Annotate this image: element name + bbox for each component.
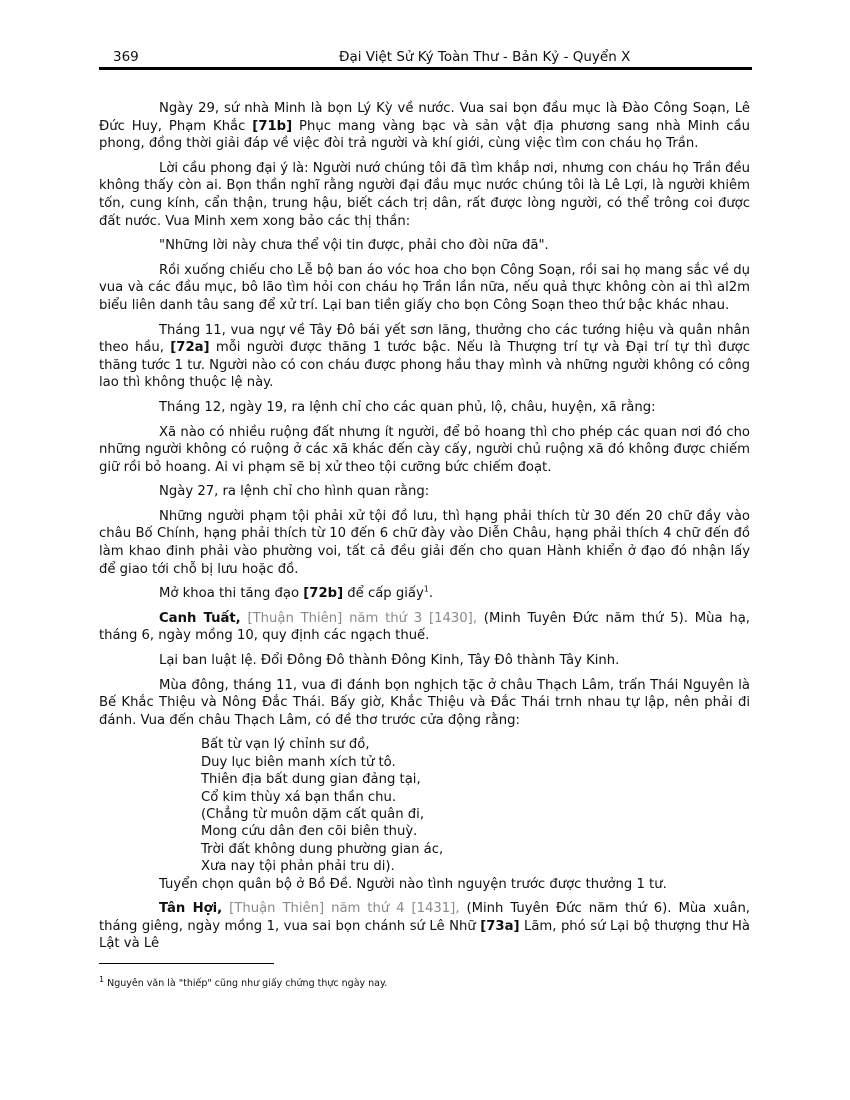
poem-line: Duy lục biên manh xích tử tô. [201,754,396,770]
text: . [428,586,434,602]
paragraph: Tháng 12, ngày 19, ra lệnh chỉ cho các quan phủ, lộ, châu, huyện, xã rằng: [159,399,656,415]
poem [201,736,750,875]
header-rule [99,67,752,70]
text: (Minh Tuyên Đức năm thứ 6). Mùa xuân, tháng giêng, ngày mồng 1, vua sai bọn chánh sứ Lê Nhữ [99,901,751,934]
footnote-ref: 1 [423,584,429,594]
footnote-rule [99,963,274,964]
footnote-number: 1 [99,974,105,984]
paragraph [99,610,750,645]
folio-marker: [71b] [252,118,293,134]
folio-marker: [73a] [480,918,520,934]
reign-note: [Thuận Thiên] năm thứ 3 [1430], [240,610,478,626]
poem-line: (Chẳng từ muôn dặm cất quân đi, [201,807,425,823]
poem-line: Mong cứu dân đen cõi biên thuỳ. [201,824,418,840]
poem-line: Trời đất không dung phường gian ác, [201,841,444,857]
poem-line: Cổ kim thùy xá bạn thần chu. [201,789,397,805]
poem-line: Thiên địa bất dung gian đảng tại, [201,772,421,788]
text: mỗi người được thăng 1 tước bậc. Nếu là Thượng trí tự và Đại trí tự thì được thăng tước 1 tư. Người nào có con cháu được phong hầu thay mình và những người không có công lao thì không thuộc lệ này. [99,340,750,391]
text: Lãm, phó sứ Lại bộ thượng thư Hà Lật và Lê [99,918,750,952]
year-name: Tân Hợi, [159,901,223,917]
quote-paragraph: "Những lời này chưa thể vội tin được, phải cho đòi nữa đã". [159,238,549,254]
paragraph [99,322,750,392]
poem-line: Bất từ vạn lý chỉnh sư đồ, [201,737,370,753]
running-title: Đại Việt Sử Ký Toàn Thư - Bản Kỷ - Quyển X [339,49,631,65]
page-number: 369 [113,49,139,65]
folio-marker: [72a] [170,340,210,356]
paragraph [99,585,750,603]
paragraph: Những người phạm tội phải xử tội đồ lưu, thì hạng phải thích từ 30 đến 20 chữ đầy vào châu Bố Chính, hạng phải thích từ 10 đến 6 chữ đày vào Diễn Châu, hạng phải thích 4 chữ đến đồ làm khao đinh phải vào phường voi, tất cả đều giải đến cho quan Hành khiển ở đạo đó nhận lấy để giao tới chỗ bị lưu hoặc đồ. [99,508,750,577]
paragraph: Tuyển chọn quân bộ ở Bồ Đề. Người nào tình nguyện trước được thưởng 1 tư. [159,876,667,892]
footnote-text: Nguyên văn là "thiếp" cũng như giấy chứng thực ngày nay. [104,978,388,989]
paragraph: Lại ban luật lệ. Đổi Đông Đô thành Đông Kinh, Tây Đô thành Tây Kinh. [159,653,620,669]
footnote [99,974,388,989]
reign-note: [Thuận Thiên] năm thứ 4 [1431], [222,901,460,917]
paragraph: Mùa đông, tháng 11, vua đi đánh bọn nghịch tặc ở châu Thạch Lâm, trấn Thái Nguyên là Bế Khắc Thiệu và Nông Đắc Thái. Bấy giờ, Khắc Thiệu và Đắc Thái trnh nhau tự lập, nên phải đi đánh. Vua đến châu Thạch Lâm, có đề thơ trước cửa động rằng: [99,677,750,728]
text: Mở khoa thi tăng đạo [159,586,304,602]
paragraph: Xã nào có nhiều ruộng đất nhưng ít người, để bỏ hoang thì cho phép các quan nơi đó cho những người không có ruộng ở các xã khác đến cày cấy, người chủ ruộng xã đó không được chiếm giữ rồi bỏ hoang. Ai vi phạm sẽ bị xử theo tội cưỡng bức chiếm đoạt. [99,424,750,475]
text: Ngày 29, sứ nhà Minh là bọn Lý Kỳ về nước. Vua sai bọn đầu mục là Đào Công Soạn, Lê Đức Huy, Phạm Khắc [99,101,750,134]
paragraph: Ngày 27, ra lệnh chỉ cho hình quan rằng: [159,484,430,500]
paragraph: Lời cầu phong đại ý là: Người nướ chúng tôi đã tìm khắp nơi, nhưng con cháu họ Trần đều không thấy còn ai. Bọn thần nghĩ rằng người đại đầu mục nước chúng tôi là Lê Lợi, là người khiêm tốn, cung kính, cẩn thận, trung hậu, biết cách trị dân, rất được lòng người, có thể trông coi được đất nước. Vua Minh xem xong bảo các thị thần: [99,160,750,229]
page-body [99,100,750,960]
text: (Minh Tuyên Đức năm thứ 5). Mùa hạ, tháng 6, ngày mồng 10, quy định các ngạch thuế. [99,610,750,644]
paragraph: Rồi xuống chiếu cho Lễ bộ ban áo vóc hoa cho bọn Công Soạn, rồi sai họ mang sắc về dụ vua và các đầu mục, bô lão tìm hỏi con cháu họ Trần lần nữa, nếu quả thực không còn ai thì al2m biểu liên danh tâu sang để xử trí. Lại ban tiền giấy cho bọn Công Soạn theo thứ bậc khác nhau. [99,262,750,313]
paragraph [99,900,750,953]
text: Phục mang vàng bạc và sản vật địa phương sang nhà Minh cầu phong, đồng thời giải đáp về việc đòi trả người và khí giới, cùng việc tìm con cháu họ Trần. [99,118,750,152]
text: để cấp giấy [343,586,424,602]
page-header [99,49,752,67]
text: Tháng 11, vua ngự về Tây Đô bái yết sơn lăng, thưởng cho các tướng hiệu và quân nhân theo hầu, [99,322,750,356]
poem-line: Xưa nay tội phản phải tru di). [201,859,395,875]
folio-marker: [72b] [303,586,344,602]
year-name: Canh Tuất, [159,610,241,626]
paragraph [99,100,750,153]
